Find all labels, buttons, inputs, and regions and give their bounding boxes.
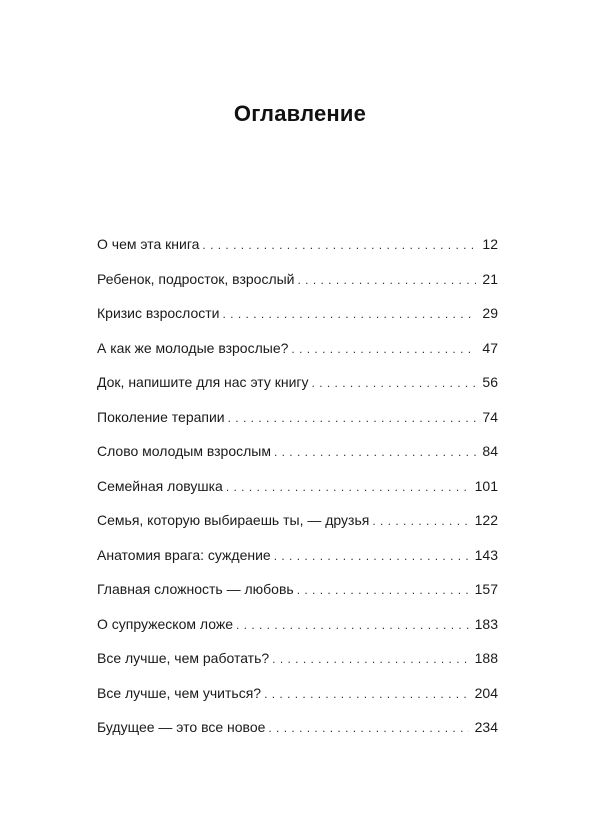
toc-entry[interactable] (97, 336, 498, 371)
toc-entry-page: 56 (482, 374, 498, 390)
toc-entry[interactable] (97, 543, 498, 578)
dot-leader (372, 509, 468, 533)
toc-entry-title: Слово молодым взрослым (97, 443, 271, 459)
dot-leader (274, 440, 476, 464)
toc-entry-title: Все лучше, чем работать? (97, 650, 270, 666)
toc-entry[interactable] (97, 232, 498, 267)
toc-entry[interactable] (97, 439, 498, 474)
dot-leader (223, 302, 477, 326)
toc-entry-title: Ребенок, подросток, взрослый (97, 270, 295, 287)
toc-entry[interactable] (97, 577, 498, 612)
dot-leader (228, 406, 477, 430)
toc-entry-title: Семейная ловушка (97, 477, 223, 494)
toc-entry-page: 122 (474, 512, 498, 528)
table-of-contents (97, 232, 498, 750)
toc-entry[interactable] (97, 646, 498, 681)
dot-leader (236, 613, 469, 637)
toc-entry-page: 84 (482, 443, 498, 459)
dot-leader (312, 371, 477, 395)
toc-entry-title: Все лучше, чем учиться? (97, 684, 262, 701)
toc-entry-title: А как же молодые взрослые? (97, 339, 289, 356)
dot-leader (298, 268, 477, 292)
toc-entry-title: О супружеском ложе (97, 615, 233, 632)
toc-entry[interactable] (97, 715, 498, 750)
toc-entry[interactable] (97, 508, 498, 543)
toc-entry-page: 74 (482, 408, 498, 425)
toc-entry[interactable] (97, 474, 498, 509)
toc-entry-page: 183 (474, 615, 498, 632)
dot-leader (202, 233, 476, 257)
toc-entry-title: Семья, которую выбираешь ты, — друзья (97, 512, 370, 528)
dot-leader (291, 337, 476, 361)
dot-leader (274, 544, 469, 568)
toc-entry-page: 188 (474, 650, 498, 666)
toc-entry-page: 47 (482, 339, 498, 356)
toc-entry-page: 157 (474, 581, 498, 597)
dot-leader (268, 716, 468, 740)
toc-entry[interactable] (97, 612, 498, 647)
dot-leader (226, 475, 469, 499)
dot-leader (297, 578, 469, 602)
page-title: Оглавление (233, 100, 367, 126)
toc-entry[interactable] (97, 301, 498, 336)
dot-leader (264, 682, 469, 706)
toc-entry-page: 101 (474, 477, 498, 494)
toc-entry[interactable] (97, 405, 498, 440)
toc-entry[interactable] (97, 681, 498, 716)
toc-entry-title: Главная сложность — любовь (97, 581, 294, 597)
toc-entry-title: Будущее — это все новое (97, 719, 266, 735)
toc-entry-title: О чем эта книга (97, 236, 200, 252)
toc-entry-title: Кризис взрослости (97, 305, 220, 321)
toc-entry-title: Анатомия врага: суждение (97, 546, 271, 563)
toc-entry-page: 21 (482, 270, 498, 287)
toc-entry[interactable] (97, 267, 498, 302)
toc-entry[interactable] (97, 370, 498, 405)
toc-entry-page: 204 (474, 684, 498, 701)
toc-entry-page: 234 (474, 719, 498, 735)
toc-entry-page: 12 (482, 236, 498, 252)
toc-entry-title: Поколение терапии (97, 408, 225, 425)
dot-leader (272, 647, 468, 671)
toc-entry-page: 143 (474, 546, 498, 563)
toc-entry-page: 29 (482, 305, 498, 321)
toc-entry-title: Док, напишите для нас эту книгу (97, 374, 309, 390)
